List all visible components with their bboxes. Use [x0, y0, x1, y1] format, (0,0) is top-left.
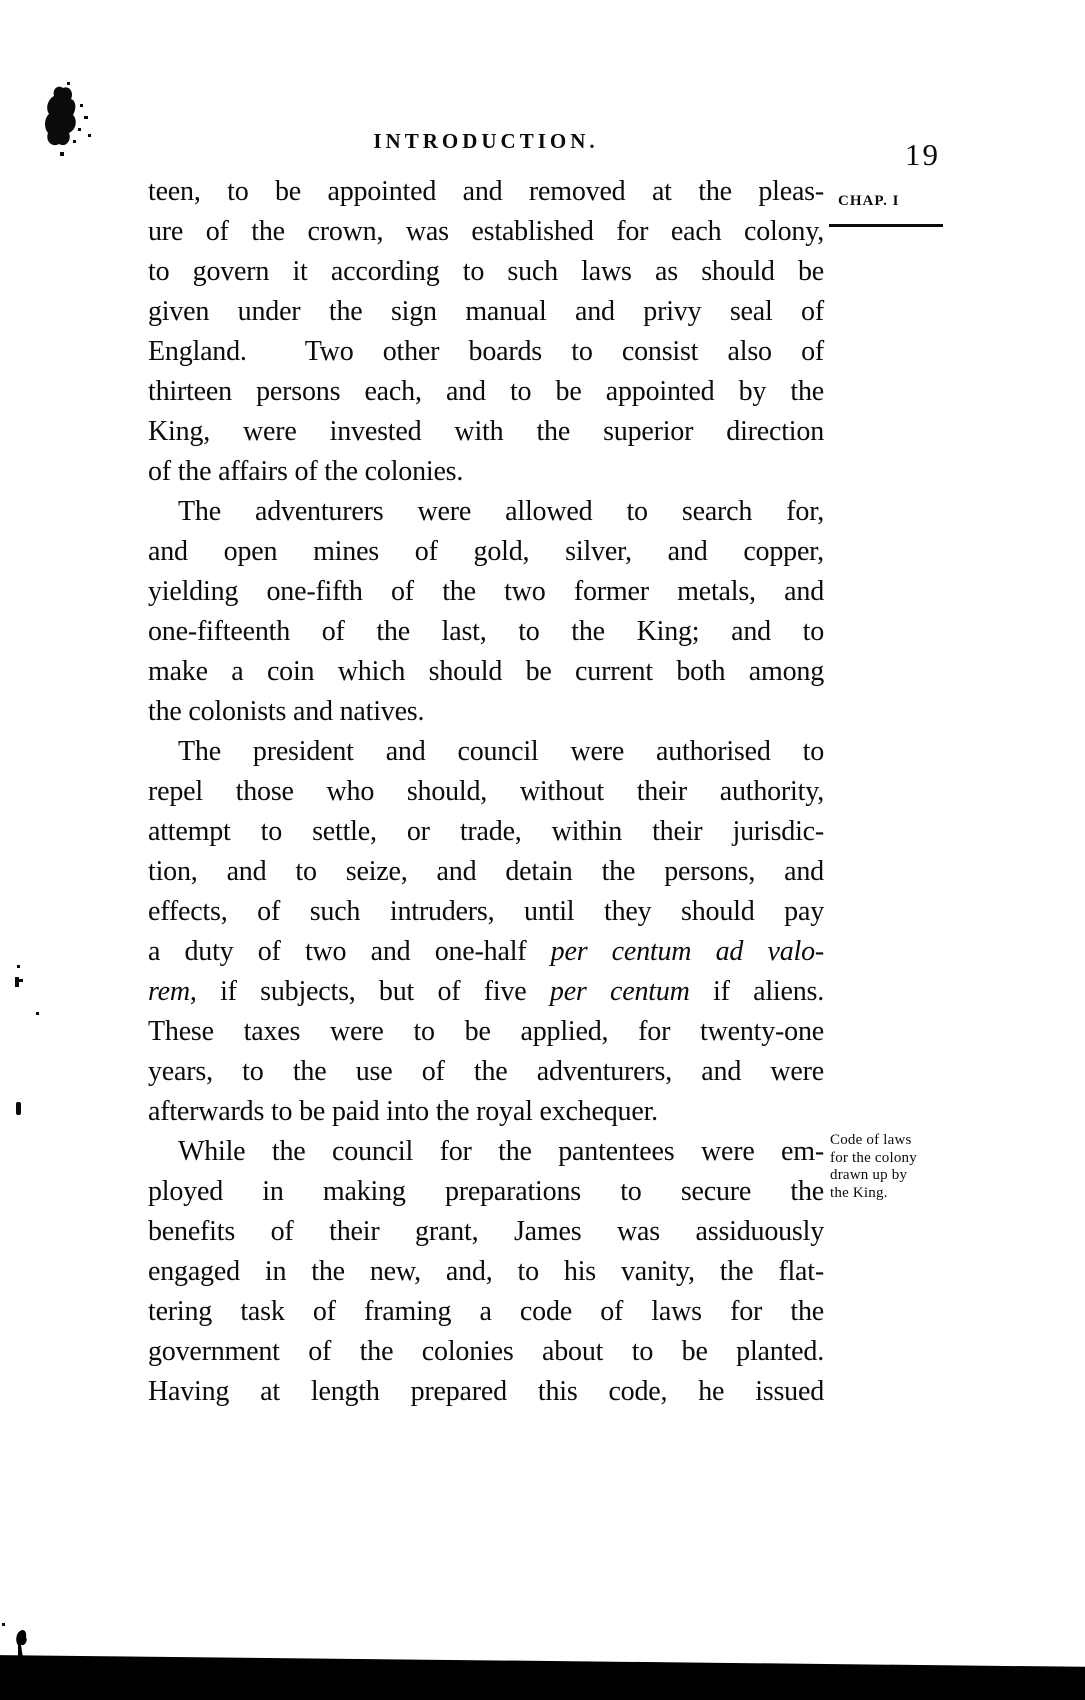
- italic-text: per centum ad valo-: [550, 936, 824, 967]
- paragraph: [148, 172, 824, 492]
- text-segment: Having at length prepared this code, he issued: [148, 1376, 824, 1407]
- text-line: [148, 292, 824, 332]
- text-segment: make a coin which should be current both among: [148, 656, 824, 687]
- text-segment: teen, to be appointed and removed at the pleas-: [148, 176, 824, 207]
- text-line: [148, 1332, 824, 1372]
- chapter-label: CHAP. I: [838, 193, 900, 209]
- text-segment: to govern it according to such laws as should be: [148, 256, 824, 287]
- scan-speck: [2, 1623, 5, 1626]
- text-segment: government of the colonies about to be planted.: [148, 1336, 824, 1367]
- text-line: [148, 892, 824, 932]
- text-line: [148, 532, 824, 572]
- text-line: [148, 1092, 824, 1132]
- bottom-scan-band: [0, 1655, 1085, 1700]
- paragraph: [148, 1132, 824, 1412]
- italic-text: per centum: [549, 976, 690, 1007]
- text-segment: if aliens.: [689, 976, 825, 1007]
- text-segment: given under the sign manual and privy seal of: [148, 296, 824, 327]
- text-line: [148, 1052, 824, 1092]
- text-segment: These taxes were to be applied, for twenty-one: [148, 1016, 824, 1047]
- text-segment: thirteen persons each, and to be appointed by the: [148, 376, 824, 407]
- text-segment: one-fifteenth of the last, to the King; and to: [148, 616, 824, 647]
- text-segment: , if subjects, but of five: [189, 976, 550, 1007]
- text-segment: attempt to settle, or trade, within their jurisdic-: [148, 816, 824, 847]
- ink-smudge: [40, 82, 100, 166]
- running-header: INTRODUCTION.: [373, 129, 599, 153]
- text-segment: King, were invested with the superior direction: [148, 416, 824, 447]
- text-segment: tering task of framing a code of laws for the: [148, 1296, 824, 1327]
- text-line: [148, 972, 824, 1012]
- text-line: [148, 372, 824, 412]
- text-line: [148, 852, 824, 892]
- text-line: [148, 332, 824, 372]
- text-line: [148, 412, 824, 452]
- text-segment: effects, of such intruders, until they should pay: [148, 896, 824, 927]
- text-line: [148, 612, 824, 652]
- text-line: [148, 172, 824, 212]
- text-line: [148, 812, 824, 852]
- text-segment: afterwards to be paid into the royal exchequer.: [148, 1096, 658, 1127]
- text-segment: and open mines of gold, silver, and copper,: [148, 536, 824, 567]
- text-line: [148, 1012, 824, 1052]
- text-segment: repel those who should, without their authority,: [148, 776, 824, 807]
- text-segment: The adventurers were allowed to search for,: [178, 496, 824, 527]
- text-segment: of the affairs of the colonies.: [148, 456, 464, 487]
- text-line: [148, 1292, 824, 1332]
- paragraph: [148, 492, 824, 732]
- text-segment: While the council for the pantentees were em-: [178, 1136, 824, 1167]
- text-segment: years, to the use of the adventurers, and were: [148, 1056, 824, 1087]
- text-segment: yielding one-fifth of the two former metals, and: [148, 576, 824, 607]
- text-segment: The president and council were authorised to: [178, 736, 824, 767]
- text-line: [148, 772, 824, 812]
- text-line: [148, 1212, 824, 1252]
- text-line: [148, 452, 824, 492]
- text-segment: a duty of two and one-half: [148, 936, 551, 967]
- text-segment: ployed in making preparations to secure the: [148, 1176, 824, 1207]
- body-text: [148, 172, 824, 1412]
- text-line: [148, 932, 824, 972]
- paragraph: [148, 732, 824, 1132]
- text-line: [148, 652, 824, 692]
- scan-speck: [19, 979, 23, 982]
- text-segment: England. Two other boards to consist also of: [148, 336, 824, 367]
- text-line: [148, 1172, 824, 1212]
- text-line: [148, 492, 824, 532]
- text-line: [148, 572, 824, 612]
- text-segment: ure of the crown, was established for each colony,: [148, 216, 824, 247]
- sidenote-line: drawn up by: [830, 1167, 908, 1183]
- sidenote-line: the King.: [830, 1184, 888, 1201]
- text-segment: benefits of their grant, James was assiduously: [148, 1216, 824, 1247]
- text-line: [148, 252, 824, 292]
- text-line: [148, 1372, 824, 1412]
- scan-speck: [17, 965, 20, 968]
- sidenote-line: for the colony: [830, 1149, 917, 1166]
- text-segment: tion, and to seize, and detain the persons, and: [148, 856, 824, 887]
- text-segment: the colonists and natives.: [148, 696, 425, 727]
- chapter-rule: [829, 224, 943, 227]
- text-line: [148, 1252, 824, 1292]
- text-segment: engaged in the new, and, to his vanity, the flat-: [148, 1256, 824, 1287]
- sidenote: [830, 1132, 990, 1202]
- sidenote-line: Code of laws: [830, 1132, 912, 1148]
- text-line: [148, 692, 824, 732]
- text-line: [148, 1132, 824, 1172]
- italic-text: rem: [148, 976, 190, 1007]
- scan-speck: [16, 1102, 21, 1115]
- page-number: 19: [905, 137, 940, 172]
- text-line: [148, 732, 824, 772]
- text-line: [148, 212, 824, 252]
- scan-speck: [36, 1012, 39, 1015]
